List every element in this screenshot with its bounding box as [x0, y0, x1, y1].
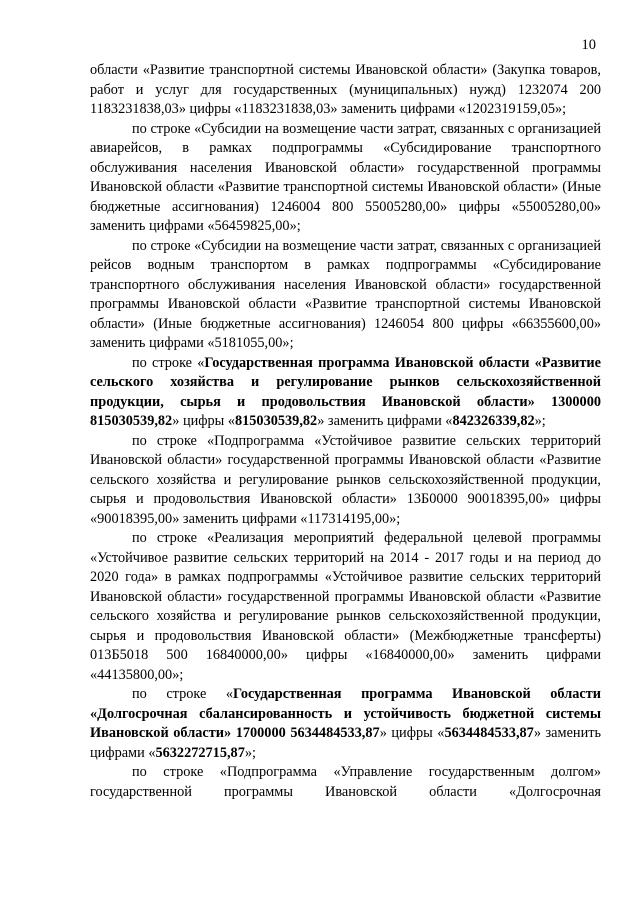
text-run: области «Развитие транспортной системы Ивановской области» (Закупка товаров, работ и услуг для государственных (муниципальных) нужд) 1232074 200 1183231838,03» цифры «1183231838,03» заменить цифрами «1202319159,05»;: [90, 62, 601, 117]
paragraph: [90, 432, 601, 530]
paragraph: [90, 120, 601, 237]
text-run: » заменить цифрами «: [90, 725, 601, 761]
text-run: по строке «Субсидии на возмещение части затрат, связанных с организацией рейсов водным транспортом в рамках подпрограммы «Субсидирование транспортного обслуживания населения Ивановской области» государственной программы Ивановской области «Развитие транспортной системы Ивановской области» (Иные бюджетные ассигнования) 1246054 800 цифры «66355600,00» заменить цифрами «5181055,00»;: [90, 237, 601, 351]
text-run: »;: [244, 744, 256, 761]
text-run: по строке «: [132, 686, 234, 702]
page-number: 10: [581, 37, 596, 53]
text-run: по строке «Субсидии на возмещение части затрат, связанных с организацией авиарейсов, в рамках подпрограммы «Субсидирование транспортного обслуживания населения Ивановской области» государственной программы Ивановской области «Развитие транспортной системы Ивановской области» (Иные бюджетные ассигнования) 1246004 800 55005280,00» цифры «55005280,00» заменить цифрами «56459825,00»;: [90, 120, 601, 234]
paragraph: [90, 61, 601, 120]
text-run: » заменить цифрами «: [317, 413, 453, 429]
paragraph: [90, 354, 601, 432]
text-run: по строке «: [132, 354, 205, 371]
paragraph: [90, 237, 601, 354]
bold-text-run: 815030539,82: [234, 413, 318, 429]
paragraph: [90, 763, 601, 802]
text-run: по строке «Подпрограмма «Устойчивое развитие сельских территорий Ивановской области» государственной программы Ивановской области «Развитие сельского хозяйства и регулирование рынков сельскохозяйственной продукции, сырья и продовольствия Ивановской области» 13Б0000 90018395,00» цифры «90018395,00» заменить цифрами «117314195,00»;: [90, 432, 601, 527]
bold-text-run: Государственная программа Ивановской области «Развитие сельского хозяйства и регулирование рынков сельскохозяйственной продукции, сырья и продовольствия Ивановской области» 1300000 815030539,82: [90, 354, 601, 429]
paragraph: [90, 685, 601, 763]
bold-text-run: 5632272715,87: [155, 744, 245, 761]
text-run: » цифры «: [172, 413, 235, 429]
text-run: »;: [534, 413, 546, 429]
text-run: по строке «Подпрограмма «Управление государственным долгом» государственной программы Ивановской области «Долгосрочная: [90, 764, 601, 800]
text-run: по строке «Реализация мероприятий федеральной целевой программы «Устойчивое развитие сельских территорий на 2014 - 2017 годы и на период до 2020 года» в рамках подпрограммы «Устойчивое развитие сельских территорий Ивановской области» государственной программы Ивановской области «Развитие сельского хозяйства и регулирование рынков сельскохозяйственной продукции, сырья и продовольствия Ивановской области» (Межбюджетные трансферты) 013Б5018 500 16840000,00» цифры «16840000,00» заменить цифрами «44135800,00»;: [90, 530, 601, 683]
bold-text-run: 842326339,82: [452, 413, 535, 429]
document-body: [90, 61, 601, 802]
bold-text-run: 5634484533,87: [444, 725, 534, 741]
bold-text-run: Государственная программа Ивановской области «Долгосрочная сбалансированность и устойчивость бюджетной системы Ивановской области» 1700000 5634484533,87: [90, 686, 601, 741]
text-run: » цифры «: [379, 725, 445, 741]
paragraph: [90, 529, 601, 685]
